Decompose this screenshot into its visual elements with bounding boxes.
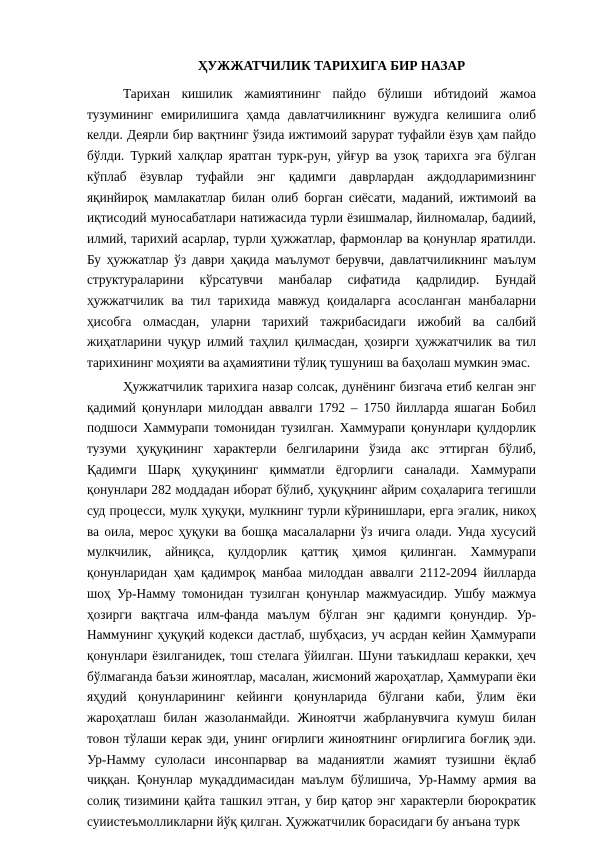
document-title: ҲУЖЖАТЧИЛИК ТАРИХИГА БИР НАЗАР [197, 58, 466, 73]
paragraph-2: Ҳужжатчилик тарихига назар солсак, дунёнинг бизгача етиб келган энг қадимий қонунлари милоддан аввалги 1792 – 1750 йилларда яшаган Бобил подшоси Хаммурапи томонидан тузилган. Хаммурапи қонунлари қулдорлик тузуми ҳуқуқининг характерли белгиларини ўзида акс эттирган бўлиб, Қадимги Шарқ ҳуқуқининг қимматли ёдгорлиги саналади. Хаммурапи қонунлари 282 моддадан иборат бўлиб, ҳуқуқнинг айрим соҳаларига тегишли суд процесси, мулк ҳуқуқи, мулкнинг турли кўринишлари, ерга эгалик, никоҳ ва оила, мерос ҳуқуки ва бошқа масалаларни ўз ичига олади. Унда хусусий мулкчилик, айниқса, қулдорлик қаттиқ ҳимоя қилинган. Хаммурапи қонунларидан ҳам қадимроқ манбаа милоддан аввалги 2112-2094 йилларда шоҳ Ур-Намму томонидан тузилган қонунлар мажмуасидир. Ушбу мажмуа ҳозирги вақтгача илм-фанда маълум бўлган энг қадимги қонундир. Ур-Наммунинг ҳуқуқий кодекси дастлаб, шубҳасиз, уч асрдан кейин Ҳаммурапи қонунлари ёзилганидек, тош стелага ўйилган. Шуни таъкидлаш керакки, ҳеч бўлмаганда баъзи жиноятлар, масалан, жисмоний жароҳатлар, Ҳаммурапи ёки яҳудий қонунларининг кейинги қонунларида бўлгани каби, ўлим ёки жароҳатлаш билан жазоланмайди. Жиноятчи жабрланувчига кумуш билан товон тўлаши керак эди, унинг оғирлиги жиноятнинг оғирлигига боғлиқ эди. Ур-Намму сулоласи инсонпарвар ва маданиятли жамият тузишни ёқлаб чиққан. Қонунлар муқаддимасидан маълум бўлишича, Ур-Намму армия ва солиқ тизимини қайта ташкил этган, у бир қатор энг характерли бюрократик суиистеъмолликларни йўқ қилган. Ҳужжатчилик борасидаги бу анъана турк [87, 378, 536, 829]
paragraph-1: Тарихан кишилик жамиятининг пайдо бўлиши ибтидоий жамоа тузумининг емирилишига ҳамда давлатчиликнинг вужудга келишига олиб келди. Деярли бир вақтнинг ўзида ижтимоий зарурат туфайли ёзув ҳам пайдо бўлди. Туркий халқлар яратган турк-рун, уйғур ва узоқ тарихга эга бўлган кўплаб ёзувлар туфайли энг қадимги даврлардан аждодларимизнинг яқинйироқ мамлакатлар билан олиб борган сиёсати, маданий, ижтимоий ва иқтисодий муносабатлари натижасида турли ёзишмалар, йилномалар, бадиий, илмий, тарихий асарлар, турли ҳужжатлар, фармонлар ва қонунлар яратилди. Бу ҳужжатлар ўз даври ҳақида маълумот берувчи, давлатчиликнинг маълум структураларини кўрсатувчи манбалар сифатида қадрлидир. Бундай ҳужжатчилик ва тил тарихида мавжуд қоидаларга асосланган манбаларни ҳисобга олмасдан, уларни тарихий тажрибасидаги ижобий ва салбий жиҳатларини чуқур илмий таҳлил қилмасдан, ҳозирги ҳужжатчилик ва тил тарихининг моҳияти ва аҳамиятини тўлиқ тушуниш ва баҳолаш мумкин эмас. [87, 86, 536, 371]
